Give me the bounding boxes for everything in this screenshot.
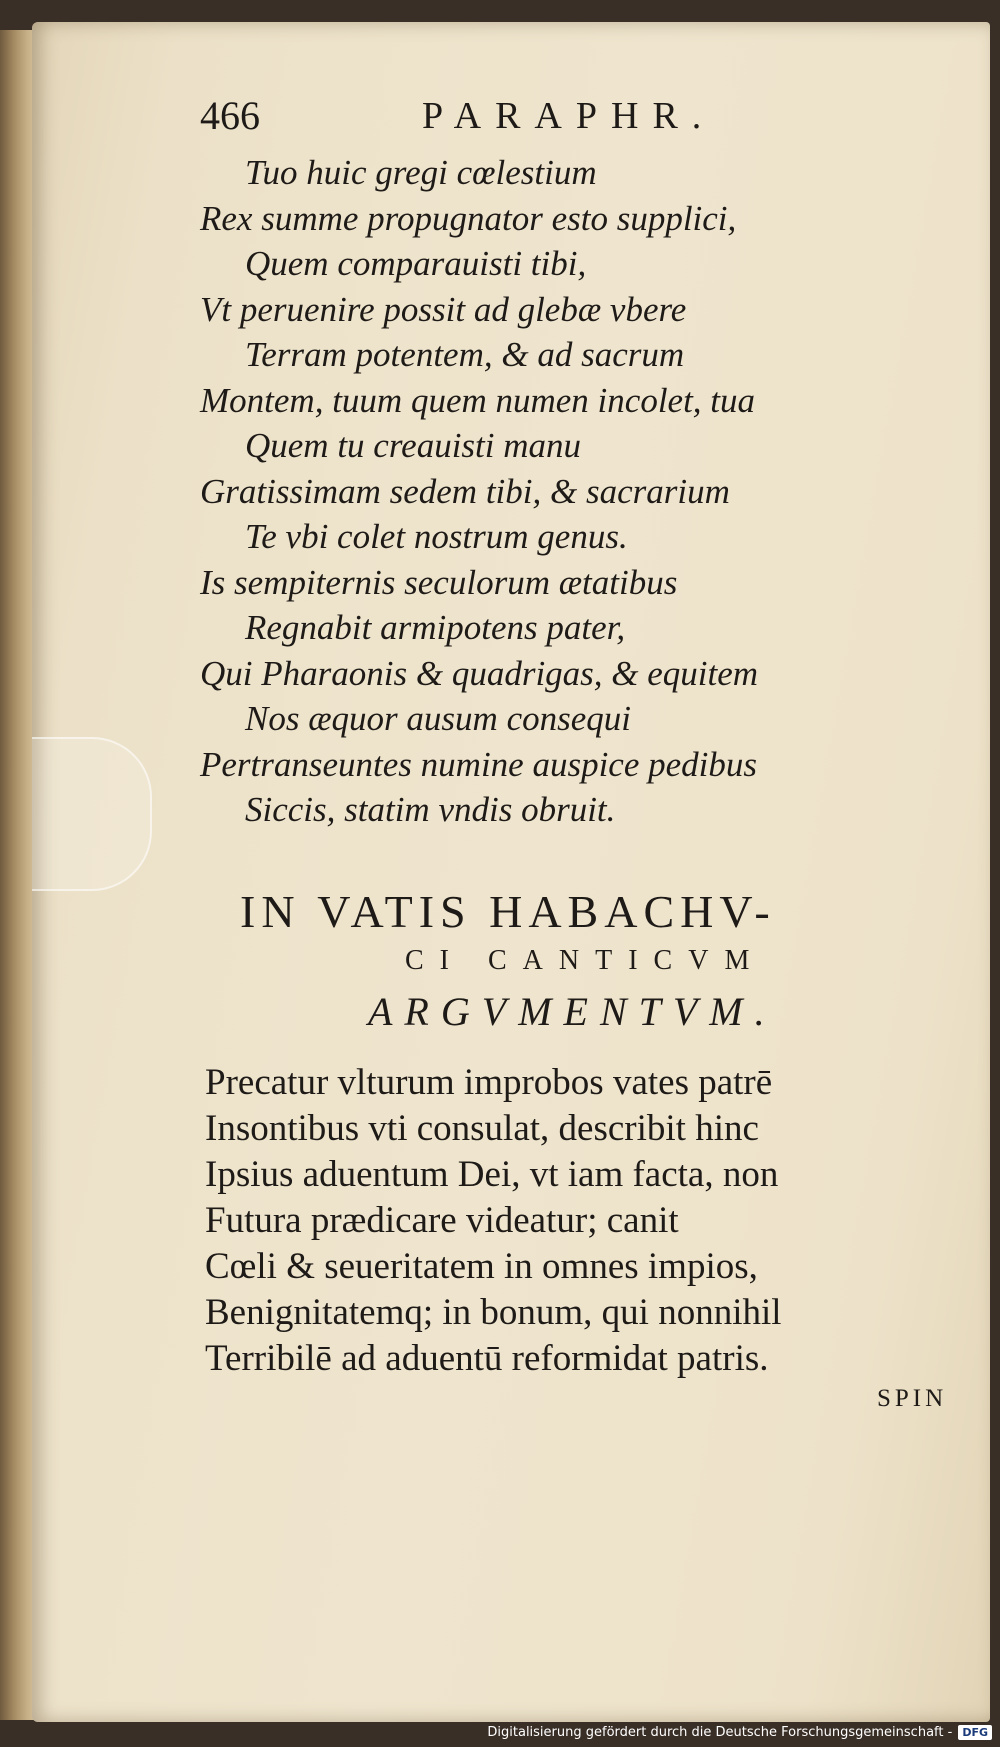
poem-line: Montem, tuum quem numen incolet, tua <box>200 380 756 420</box>
poem-line: Regnabit armipotens pater, <box>245 608 626 647</box>
section-title-line-2: CI CANTICVM <box>405 945 766 976</box>
poem-line: Nos æquor ausum consequi <box>245 699 631 738</box>
poem-line: Qui Pharaonis & quadrigas, & equitem <box>200 653 759 693</box>
poem-text <box>200 150 960 833</box>
page-header <box>200 92 800 152</box>
poem-line: Rex summe propugnator esto supplici, <box>200 198 737 238</box>
argument-line: Insontibus vti consulat, describit hinc <box>205 1108 759 1149</box>
argument-line: Cœli & seueritatem in omnes impios, <box>205 1246 758 1287</box>
poem-line: Terram potentem, & ad sacrum <box>245 335 685 374</box>
argument-line: Futura prædicare videatur; canit <box>205 1200 679 1241</box>
poem-line: Gratissimam sedem tibi, & sacrarium <box>200 471 730 511</box>
poem-line: Vt peruenire possit ad glebæ vbere <box>200 289 687 329</box>
argument-text <box>205 1060 975 1382</box>
catchword: SPIN <box>877 1385 948 1412</box>
poem-line: Siccis, statim vndis obruit. <box>245 790 616 829</box>
section-title-line-3: ARGVMENTVM. <box>368 989 777 1034</box>
poem-line: Te vbi colet nostrum genus. <box>245 517 628 556</box>
argument-line: Benignitatemq; in bonum, qui nonnihil <box>205 1292 782 1333</box>
poem-line: Quem comparauisti tibi, <box>245 244 587 283</box>
page-clip <box>32 737 152 891</box>
argument-line: Precatur vlturum improbos vates patrē <box>205 1062 773 1103</box>
poem-line: Pertranseuntes numine auspice pedibus <box>200 744 757 784</box>
running-head: PARAPHR. <box>422 95 716 137</box>
poem-line: Tuo huic gregi cœlestium <box>245 153 597 192</box>
argument-line: Terribilē ad aduentū reformidat patris. <box>205 1338 769 1379</box>
argument-line: Ipsius aduentum Dei, vt iam facta, non <box>205 1154 779 1195</box>
dfg-logo: DFG <box>958 1725 992 1740</box>
poem-line: Quem tu creauisti manu <box>245 426 582 465</box>
page-number: 466 <box>200 93 260 138</box>
section-title-line-1: IN VATIS HABACHV- <box>240 886 776 937</box>
digitization-credit <box>487 1721 992 1743</box>
poem-line: Is sempiternis seculorum ætatibus <box>200 562 678 602</box>
credit-text: Digitalisierung gefördert durch die Deutsche Forschungsgemeinschaft - <box>487 1724 953 1740</box>
